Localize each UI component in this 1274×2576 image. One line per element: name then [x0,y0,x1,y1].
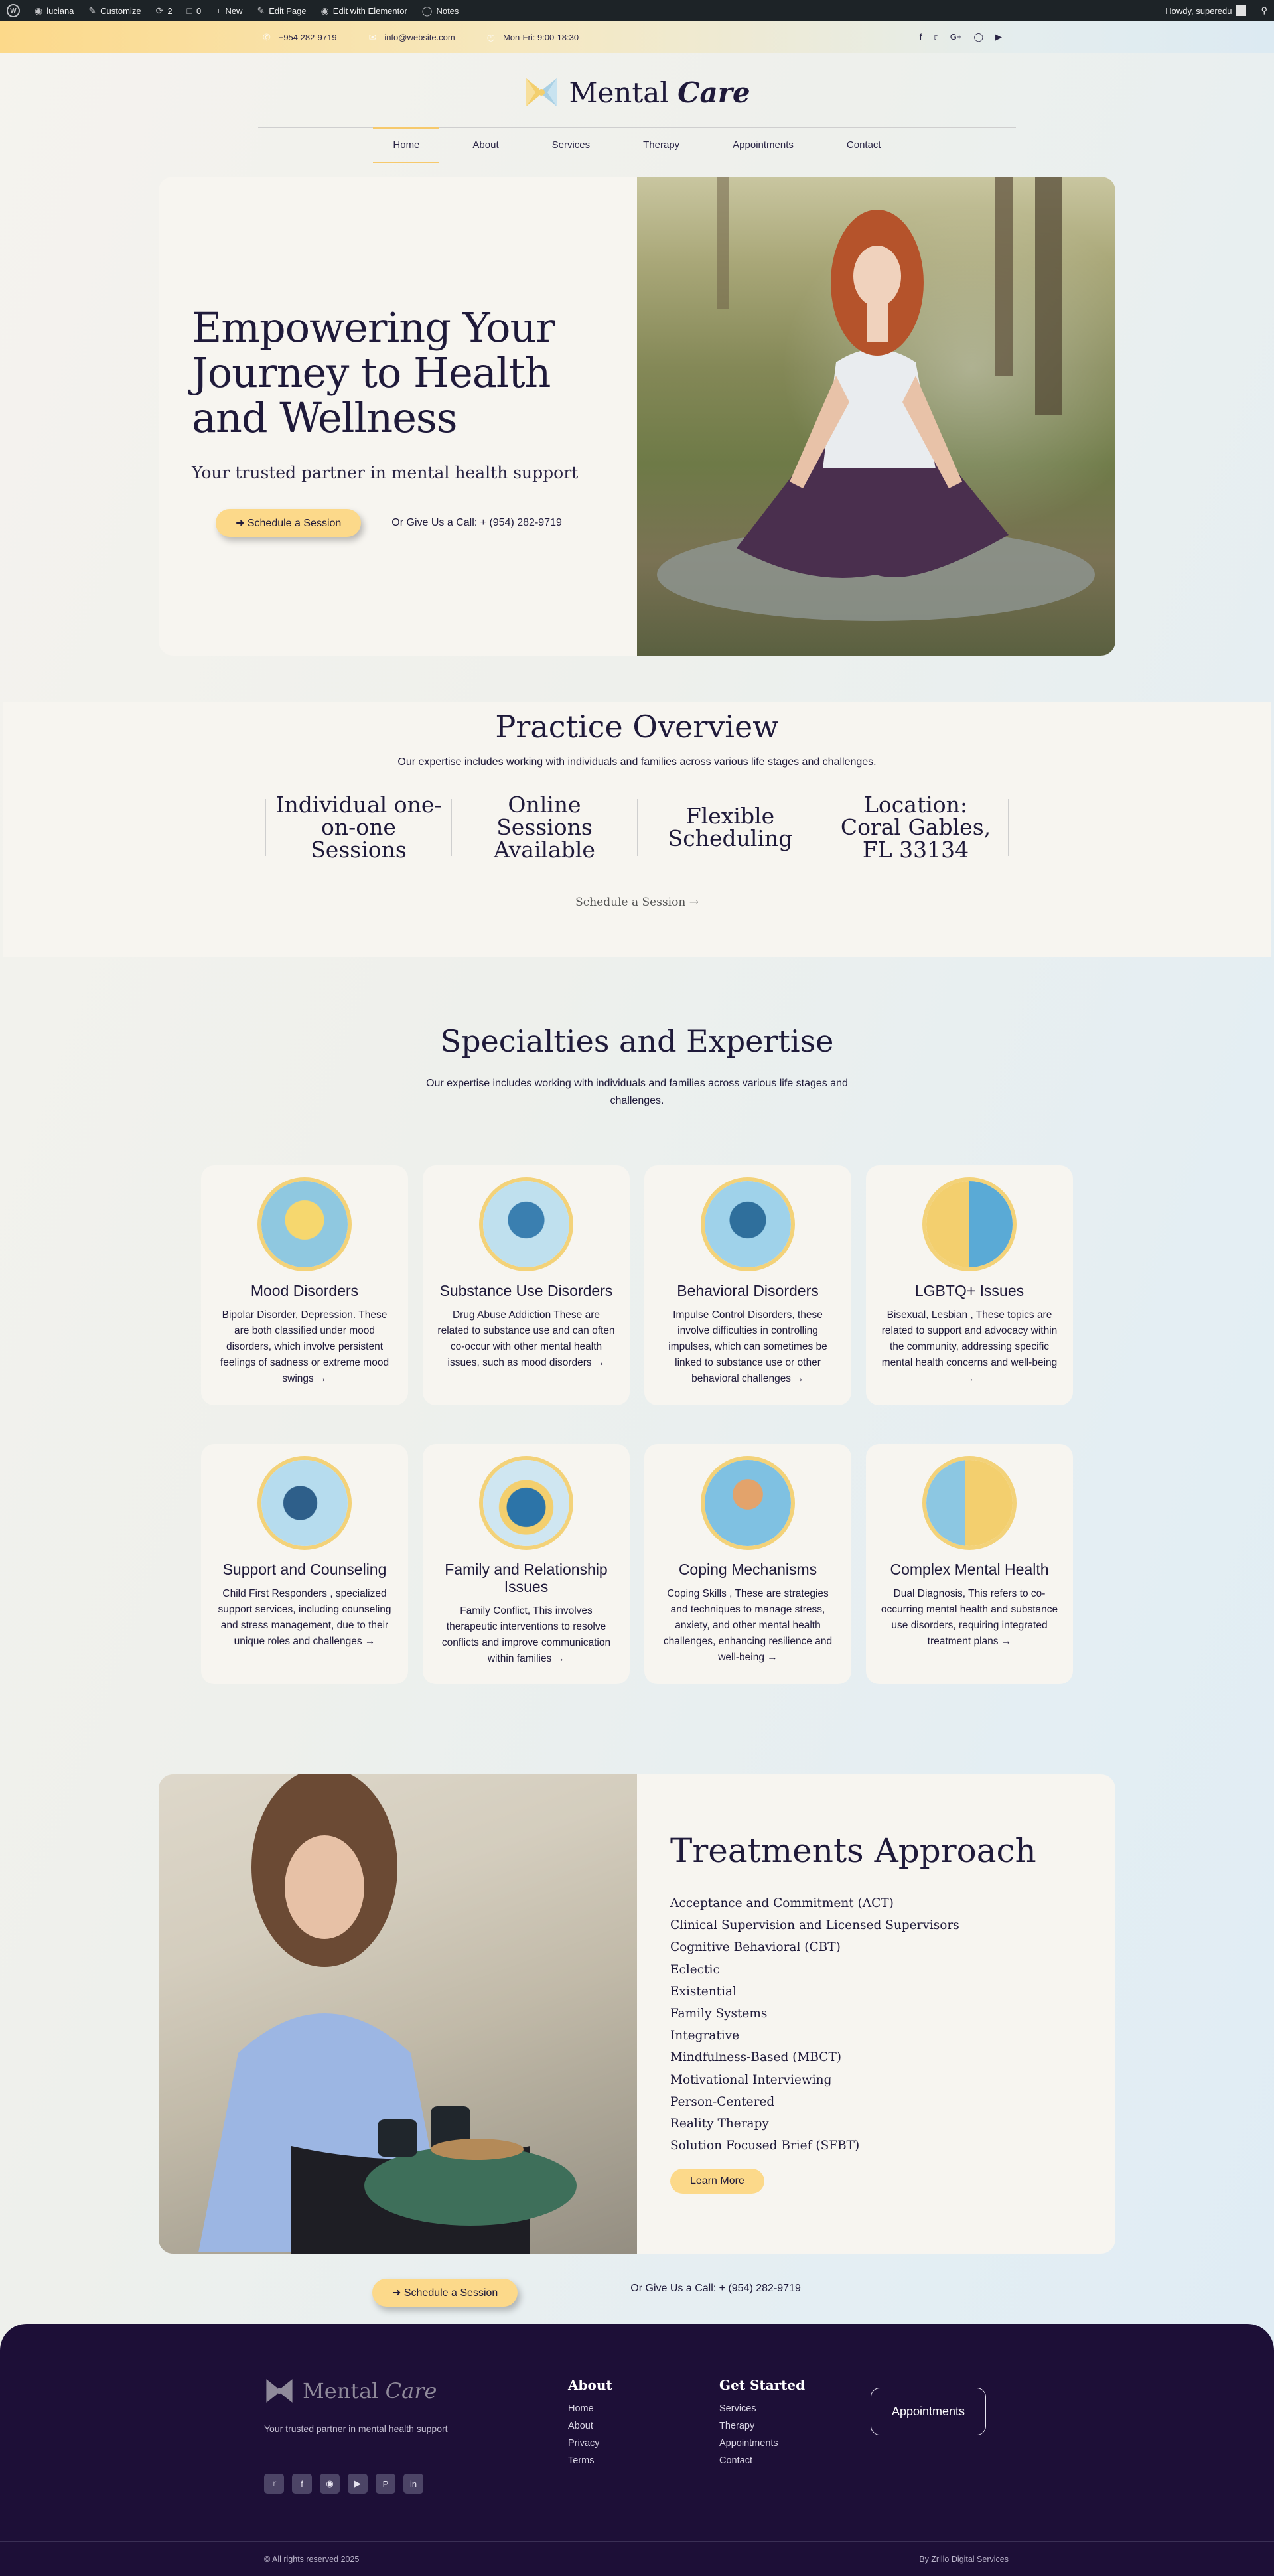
youtube-icon[interactable]: ▶ [348,2474,368,2494]
dashboard-icon: ◉ [35,5,43,16]
speech-bubble-icon: ◯ [421,5,433,16]
nav-contact[interactable]: Contact [846,139,881,151]
linkedin-icon[interactable]: in [403,2474,423,2494]
treatment-item: Solution Focused Brief (SFBT) [670,2139,860,2153]
specialty-card-substance-use[interactable]: Substance Use Disorders Drug Abuse Addiction These are related to substance use and can often co-occur with other mental health issues, such as mood disorders → [423,1165,630,1405]
phone-info[interactable]: ✆ +954 282-9719 [263,31,337,42]
footer-started-column: Get Started Services Therapy Appointments Contact [719,2376,871,2494]
treatments-title: Treatments Approach [670,1831,1036,1870]
wordpress-logo-icon[interactable]: W [7,4,20,17]
logo-icon[interactable] [524,74,559,110]
pinterest-icon[interactable]: P [376,2474,395,2494]
customize-link[interactable]: ✎ Customize [88,5,141,16]
youtube-icon[interactable]: ▶ [995,32,1002,42]
hero-title: Empowering Your Journey to Health and Wellness [192,303,555,442]
treatments-list [670,1893,1115,2157]
facebook-icon[interactable]: f [292,2474,312,2494]
footer-tagline: Your trusted partner in mental health support [264,2423,448,2434]
hours-info: ◷ Mon-Fri: 9:00-18:30 [486,31,579,42]
support-counseling-illustration [257,1456,352,1550]
coping-mechanisms-illustration [701,1456,795,1550]
footer-socials [264,2474,568,2494]
specialty-card-behavioral-disorders[interactable]: Behavioral Disorders Impulse Control Disorders, these involve difficulties in controlling impulses, which can sometimes be linked to substance use or other behavioral challenges → [644,1165,851,1405]
stat-online-sessions: Online Sessions Available [451,799,637,856]
elementor-icon: ◉ [320,5,329,16]
overview-stats [3,792,1271,863]
family-relationship-illustration [479,1456,573,1550]
meditation-illustration [637,177,1115,656]
nav-appointments[interactable]: Appointments [733,139,794,151]
stat-flexible-scheduling: Flexible Scheduling [637,799,823,856]
footer-link-therapy[interactable]: Therapy [719,2421,755,2431]
treatment-item: Clinical Supervision and Licensed Supervisors [670,1918,959,1933]
treatment-item: Motivational Interviewing [670,2072,832,2087]
footer-link-terms[interactable]: Terms [568,2455,595,2466]
treatment-item: Family Systems [670,2007,768,2021]
therapist-illustration [159,1774,637,2254]
therapy-session-image [159,1774,637,2254]
email-info[interactable]: ✉ info@website.com [368,31,455,42]
footer-link-home[interactable]: Home [568,2403,594,2414]
treatment-item: Cognitive Behavioral (CBT) [670,1940,841,1955]
hero-call-text: Or Give Us a Call: + (954) 282-9719 [391,517,562,528]
envelope-icon: ✉ [368,31,377,42]
google-plus-icon[interactable]: G+ [950,32,962,42]
footer-appointments-button[interactable]: Appointments [871,2388,986,2435]
learn-more-button[interactable]: Learn More [670,2169,764,2194]
updates-link[interactable]: ⟳ 2 [155,5,173,16]
logo-text[interactable]: Mental Care [569,76,750,109]
edit-icon: ✎ [257,5,265,16]
admin-bar [0,0,1274,21]
specialty-card-support-counseling[interactable]: Support and Counseling Child First Responders , specialized support services, including counseling and stress management, due to their unique roles and challenges → [201,1444,408,1684]
footer-bottom-bar [0,2541,1274,2576]
treatment-item: Existential [670,1984,737,1999]
edit-elementor-link[interactable]: ◉ Edit with Elementor [320,5,407,16]
edit-page-link[interactable]: ✎ Edit Page [257,5,307,16]
footer-link-appointments[interactable]: Appointments [719,2438,778,2449]
instagram-icon[interactable]: ◯ [973,32,983,42]
stat-location: Location: Coral Gables, FL 33134 [823,799,1009,856]
nav-about[interactable]: About [472,139,499,151]
specialty-cards [202,1165,1072,1684]
treatment-item: Integrative [670,2029,740,2043]
specialty-card-lgbtq[interactable]: LGBTQ+ Issues Bisexual, Lesbian , These topics are related to support and advocacy within the community, addressing specific mental health concerns and well-being → [866,1165,1073,1405]
footer-link-contact[interactable]: Contact [719,2455,752,2466]
hero-section [159,177,1115,656]
footer-link-about[interactable]: About [568,2421,593,2431]
overview-description: Our expertise includes working with individuals and families across various life stages and challenges. [397,756,877,768]
stat-individual-sessions: Individual one-on-one Sessions [265,799,451,856]
hero-subtitle: Your trusted partner in mental health support [192,463,579,482]
site-name-link[interactable]: ◉ luciana [35,5,74,16]
site-header [0,53,1274,127]
specialties-section [0,1023,1274,1684]
behavioral-disorders-illustration [701,1177,795,1271]
treatment-item: Acceptance and Commitment (ACT) [670,1896,894,1910]
lgbtq-illustration [922,1177,1017,1271]
cta-row [159,2279,1115,2307]
clock-icon: ◷ [486,31,495,42]
practice-overview-section [3,702,1271,957]
twitter-icon[interactable]: 𝕣 [264,2474,284,2494]
hero-schedule-button[interactable]: ➜ Schedule a Session [216,509,361,537]
top-info-bar [0,21,1274,53]
treatment-item: Mindfulness-Based (MBCT) [670,2050,841,2065]
twitter-icon[interactable]: 𝕣 [934,32,938,42]
specialties-description: Our expertise includes working with individuals and families across various life stages and challenges. [426,1078,848,1106]
treatment-item: Reality Therapy [670,2117,769,2131]
copyright-text: © All rights reserved 2025 [264,2554,360,2564]
mood-disorders-illustration [257,1177,352,1271]
comment-icon: □ [186,5,193,16]
search-icon[interactable]: ⚲ [1261,5,1267,15]
footer-logo[interactable]: Mental Care [264,2376,568,2406]
nav-services[interactable]: Services [551,139,591,151]
new-content-link[interactable]: + New [216,5,243,16]
specialty-card-coping-mechanisms[interactable]: Coping Mechanisms Coping Skills , These are strategies and techniques to manage stress, anxiety, and other mental health challenges, enhancing resilience and well-being → [644,1444,851,1684]
specialty-card-complex-mental-health[interactable]: Complex Mental Health Dual Diagnosis, This refers to co-occurring mental health and substance use disorders, requiring integrated treatment plans → [866,1444,1073,1684]
complex-mental-health-illustration [922,1456,1017,1550]
specialties-title: Specialties and Expertise [440,1023,834,1059]
phone-icon: ✆ [263,31,271,42]
credit-text: By Zrillo Digital Services [919,2554,1009,2564]
cta-call-text: Or Give Us a Call: + (954) 282-9719 [630,2283,801,2294]
comments-link[interactable]: □ 0 [186,5,202,16]
treatment-item: Person-Centered [670,2094,775,2109]
cta-schedule-button[interactable]: ➜ Schedule a Session [372,2279,518,2307]
plus-icon: + [216,5,222,16]
treatment-item: Eclectic [670,1962,720,1977]
hero-image-meditation [637,177,1115,656]
notes-link[interactable]: ◯ Notes [421,5,459,16]
footer-link-services[interactable]: Services [719,2403,756,2414]
substance-use-illustration [479,1177,573,1271]
facebook-icon[interactable]: f [919,32,922,42]
treatments-section [159,1774,1115,2254]
overview-title: Practice Overview [495,709,779,745]
main-navigation [258,127,1016,163]
pencil-icon: ✎ [88,5,97,16]
nav-home[interactable]: Home [373,128,439,163]
footer-link-privacy[interactable]: Privacy [568,2438,600,2449]
refresh-icon: ⟳ [155,5,164,16]
nav-therapy[interactable]: Therapy [643,139,680,151]
hero-text [159,177,637,656]
site-footer [0,2324,1274,2576]
specialty-card-family-relationship[interactable]: Family and Relationship Issues Family Conflict, This involves therapeutic interventions to resolve conflicts and improve communication within families → [423,1444,630,1684]
dribbble-icon[interactable]: ◉ [320,2474,340,2494]
footer-about-column: About Home About Privacy Terms [568,2376,719,2494]
account-menu[interactable]: Howdy, superedu [1165,5,1246,16]
overview-schedule-link[interactable]: Schedule a Session → [575,896,699,909]
footer-logo-icon [264,2376,295,2406]
specialty-card-mood-disorders[interactable]: Mood Disorders Bipolar Disorder, Depression. These are both classified under mood disorders, which involve persistent feelings of sadness or extreme mood swings → [201,1165,408,1405]
avatar [1236,5,1246,16]
